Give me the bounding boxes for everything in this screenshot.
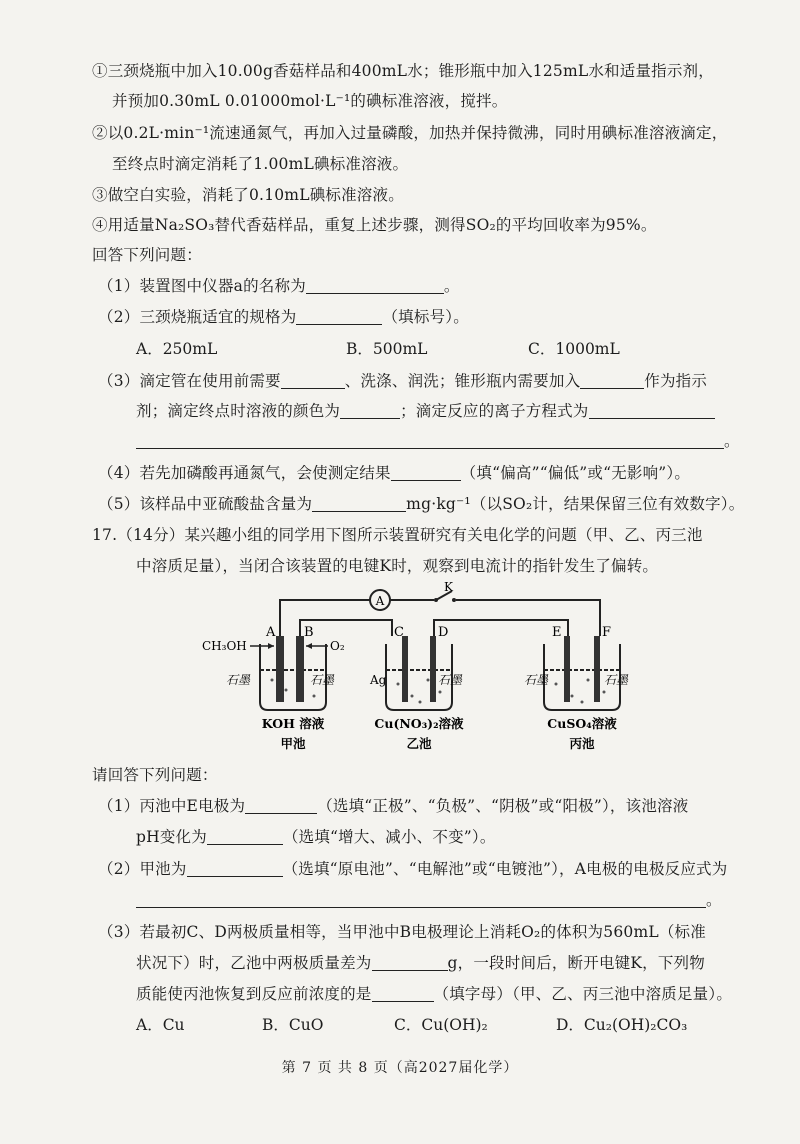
step-2-line-2: 至终点时滴定消耗了1.00mL碘标准溶液。 [112, 155, 409, 173]
q17-3-options [136, 1014, 736, 1036]
q16-3-line-3 [136, 430, 740, 452]
q17-1-line-1 [98, 795, 688, 817]
oxygen-label: O₂ [330, 639, 345, 653]
q17-3-line-2 [136, 952, 705, 974]
q17-1-blank-2[interactable] [207, 828, 283, 845]
electrode-e [564, 636, 570, 702]
label-e: E [552, 625, 562, 640]
wire-d-e [434, 620, 568, 636]
q16-3-end: 。 [724, 432, 740, 450]
q17-1-text-3: pH变化为 [136, 828, 207, 846]
q17-3-blank-2[interactable] [372, 985, 434, 1002]
q17-intro-line-1: 17.（14分）某兴趣小组的同学用下图所示装置研究有关电化学的问题（甲、乙、丙三池 [92, 526, 703, 544]
q16-1-text: （1）装置图中仪器a的名称为 [98, 277, 306, 295]
q17-3-text-2: g，一段时间后，断开电键K，下列物 [447, 954, 705, 972]
q16-1 [98, 275, 460, 297]
q16-3-blank-2[interactable] [580, 372, 644, 389]
step-1-line-2: 并预加0.30mL 0.01000mol·L⁻¹的碘标准溶液，搅拌。 [112, 92, 508, 110]
q17-2-text-1: （2）甲池为 [98, 860, 187, 878]
wire-ab-c [300, 620, 392, 636]
page-footer: 第 7 页 共 8 页（高2027届化学） [281, 1060, 519, 1076]
q16-2-text: （2）三颈烧瓶适宜的规格为 [98, 308, 297, 326]
q16-4-end: （填“偏高”“偏低”或“无影响”）。 [460, 464, 691, 482]
q16-3-blank-4[interactable] [589, 402, 715, 419]
answer-prompt: 回答下列问题： [92, 246, 202, 264]
q16-5 [98, 493, 744, 515]
q16-3-text-3: 作为指示 [644, 372, 708, 390]
label-b: B [304, 625, 314, 640]
q16-3-blank-1[interactable] [281, 372, 345, 389]
solution-yi: Cu(NO₃)₂溶液 [374, 716, 464, 731]
graphite-label-f: 石墨 [604, 673, 629, 687]
graphite-label-b: 石墨 [310, 673, 335, 687]
step-3: ③做空白实验，消耗了0.10mL碘标准溶液。 [92, 186, 404, 204]
option-a: A．250mL [136, 340, 218, 358]
q16-1-end: 。 [443, 277, 460, 295]
q17-3-text-4: （填字母）（甲、乙、丙三池中溶质足量）。 [433, 985, 733, 1003]
ammeter-label: A [375, 594, 385, 608]
q17-option-d: D．Cu₂(OH)₂CO₃ [556, 1016, 688, 1034]
step-2-line-1: ②以0.2L·min⁻¹流速通氮气，再加入过量磷酸，加热并保持微沸，同时用碘标准溶液滴定， [92, 124, 728, 142]
electrode-f [594, 636, 600, 702]
q16-4 [98, 462, 690, 484]
graphite-label-e: 石墨 [524, 673, 549, 687]
q16-3-line-1 [98, 370, 707, 392]
q17-3-line-1: （3）若最初C、D两极质量相等，当甲池中B电极理论上消耗O₂的体积为560mL（标准 [98, 923, 706, 941]
q17-1-text-1: （1）丙池中E电极为 [98, 797, 246, 815]
q17-3-text-3: 质能使丙池恢复到反应前浓度的是 [136, 985, 372, 1003]
graphite-label-a: 石墨 [226, 673, 251, 687]
q17-option-c: C．Cu(OH)₂ [394, 1016, 488, 1034]
q16-3-line-2 [136, 400, 715, 422]
step-1-line-1: ①三颈烧瓶中加入10.00g香菇样品和400mL水；锥形瓶中加入125mL水和适量指示剂， [92, 62, 714, 80]
q16-3-text-1: （3）滴定管在使用前需要 [98, 372, 281, 390]
q16-5-end: mg·kg⁻¹（以SO₂计，结果保留三位有效数字）。 [406, 495, 745, 513]
q16-4-text: （4）若先加磷酸再通氮气，会使测定结果 [98, 464, 391, 482]
q17-prompt: 请回答下列问题： [92, 766, 218, 784]
cell-name-jia: 甲池 [280, 736, 306, 751]
q16-3-text-4: 剂；滴定终点时溶液的颜色为 [136, 402, 341, 420]
option-b: B．500mL [346, 340, 428, 358]
q17-2-end: 。 [706, 891, 722, 909]
solution-bing: CuSO₄溶液 [547, 716, 617, 731]
label-f: F [602, 625, 612, 640]
electrochem-diagram [190, 580, 650, 760]
step-4: ④用适量Na₂SO₃替代香菇样品，重复上述步骤，测得SO₂的平均回收率为95%。 [92, 216, 657, 234]
q16-1-blank[interactable] [306, 277, 444, 294]
electrode-c [402, 636, 408, 702]
q16-2-end: （填标号）。 [382, 308, 469, 326]
q16-5-text: （5）该样品中亚硫酸盐含量为 [98, 495, 313, 513]
methanol-label: CH₃OH [202, 639, 247, 653]
electrode-d [430, 636, 436, 702]
silver-label: Ag [370, 673, 387, 687]
q16-3-blank-3[interactable] [340, 402, 400, 419]
q17-2-line-2 [136, 889, 722, 911]
q17-3-line-3 [136, 983, 732, 1005]
q17-3-text-1: 状况下）时，乙池中两极质量差为 [136, 954, 372, 972]
cell-name-yi: 乙池 [406, 736, 432, 751]
q17-1-line-2 [136, 826, 496, 848]
q17-2-blank-1[interactable] [187, 860, 283, 877]
q16-3-text-5: ；滴定反应的离子方程式为 [400, 402, 589, 420]
q17-1-blank-1[interactable] [245, 797, 317, 814]
electrode-b [296, 636, 304, 702]
graphite-label-d: 石墨 [438, 673, 463, 687]
q17-2-blank-2[interactable] [136, 891, 706, 908]
q17-option-b: B．CuO [262, 1016, 324, 1034]
q17-1-text-4: （选填“增大、减小、不变”）。 [282, 828, 496, 846]
q16-3-blank-5[interactable] [136, 432, 724, 449]
q16-2-options [136, 338, 736, 360]
label-d: D [438, 625, 449, 640]
label-a: A [266, 625, 276, 640]
option-c: C．1000mL [528, 340, 620, 358]
cell-name-bing: 丙池 [569, 736, 595, 751]
q16-2-blank[interactable] [296, 308, 382, 325]
q17-1-text-2: （选填“正极”、“负极”、“阴极”或“阳极”），该池溶液 [317, 797, 689, 815]
switch-label: K [444, 580, 453, 594]
q16-2 [98, 306, 469, 328]
label-c: C [394, 625, 404, 640]
q16-4-blank[interactable] [391, 464, 461, 481]
q17-3-blank-1[interactable] [372, 954, 448, 971]
q16-3-text-2: 、洗涤、润洗；锥形瓶内需要加入 [344, 372, 581, 390]
solution-jia: KOH 溶液 [261, 716, 325, 731]
q17-2-text-2: （选填“原电池”、“电解池”或“电镀池”），A电极的电极反应式为 [282, 860, 728, 878]
q17-option-a: A．Cu [136, 1016, 185, 1034]
q16-5-blank[interactable] [312, 495, 406, 512]
electrode-a [276, 636, 284, 702]
q17-2-line-1 [98, 858, 727, 880]
q17-intro-line-2: 中溶质足量），当闭合该装置的电键K时，观察到电流计的指针发生了偏转。 [136, 557, 659, 575]
